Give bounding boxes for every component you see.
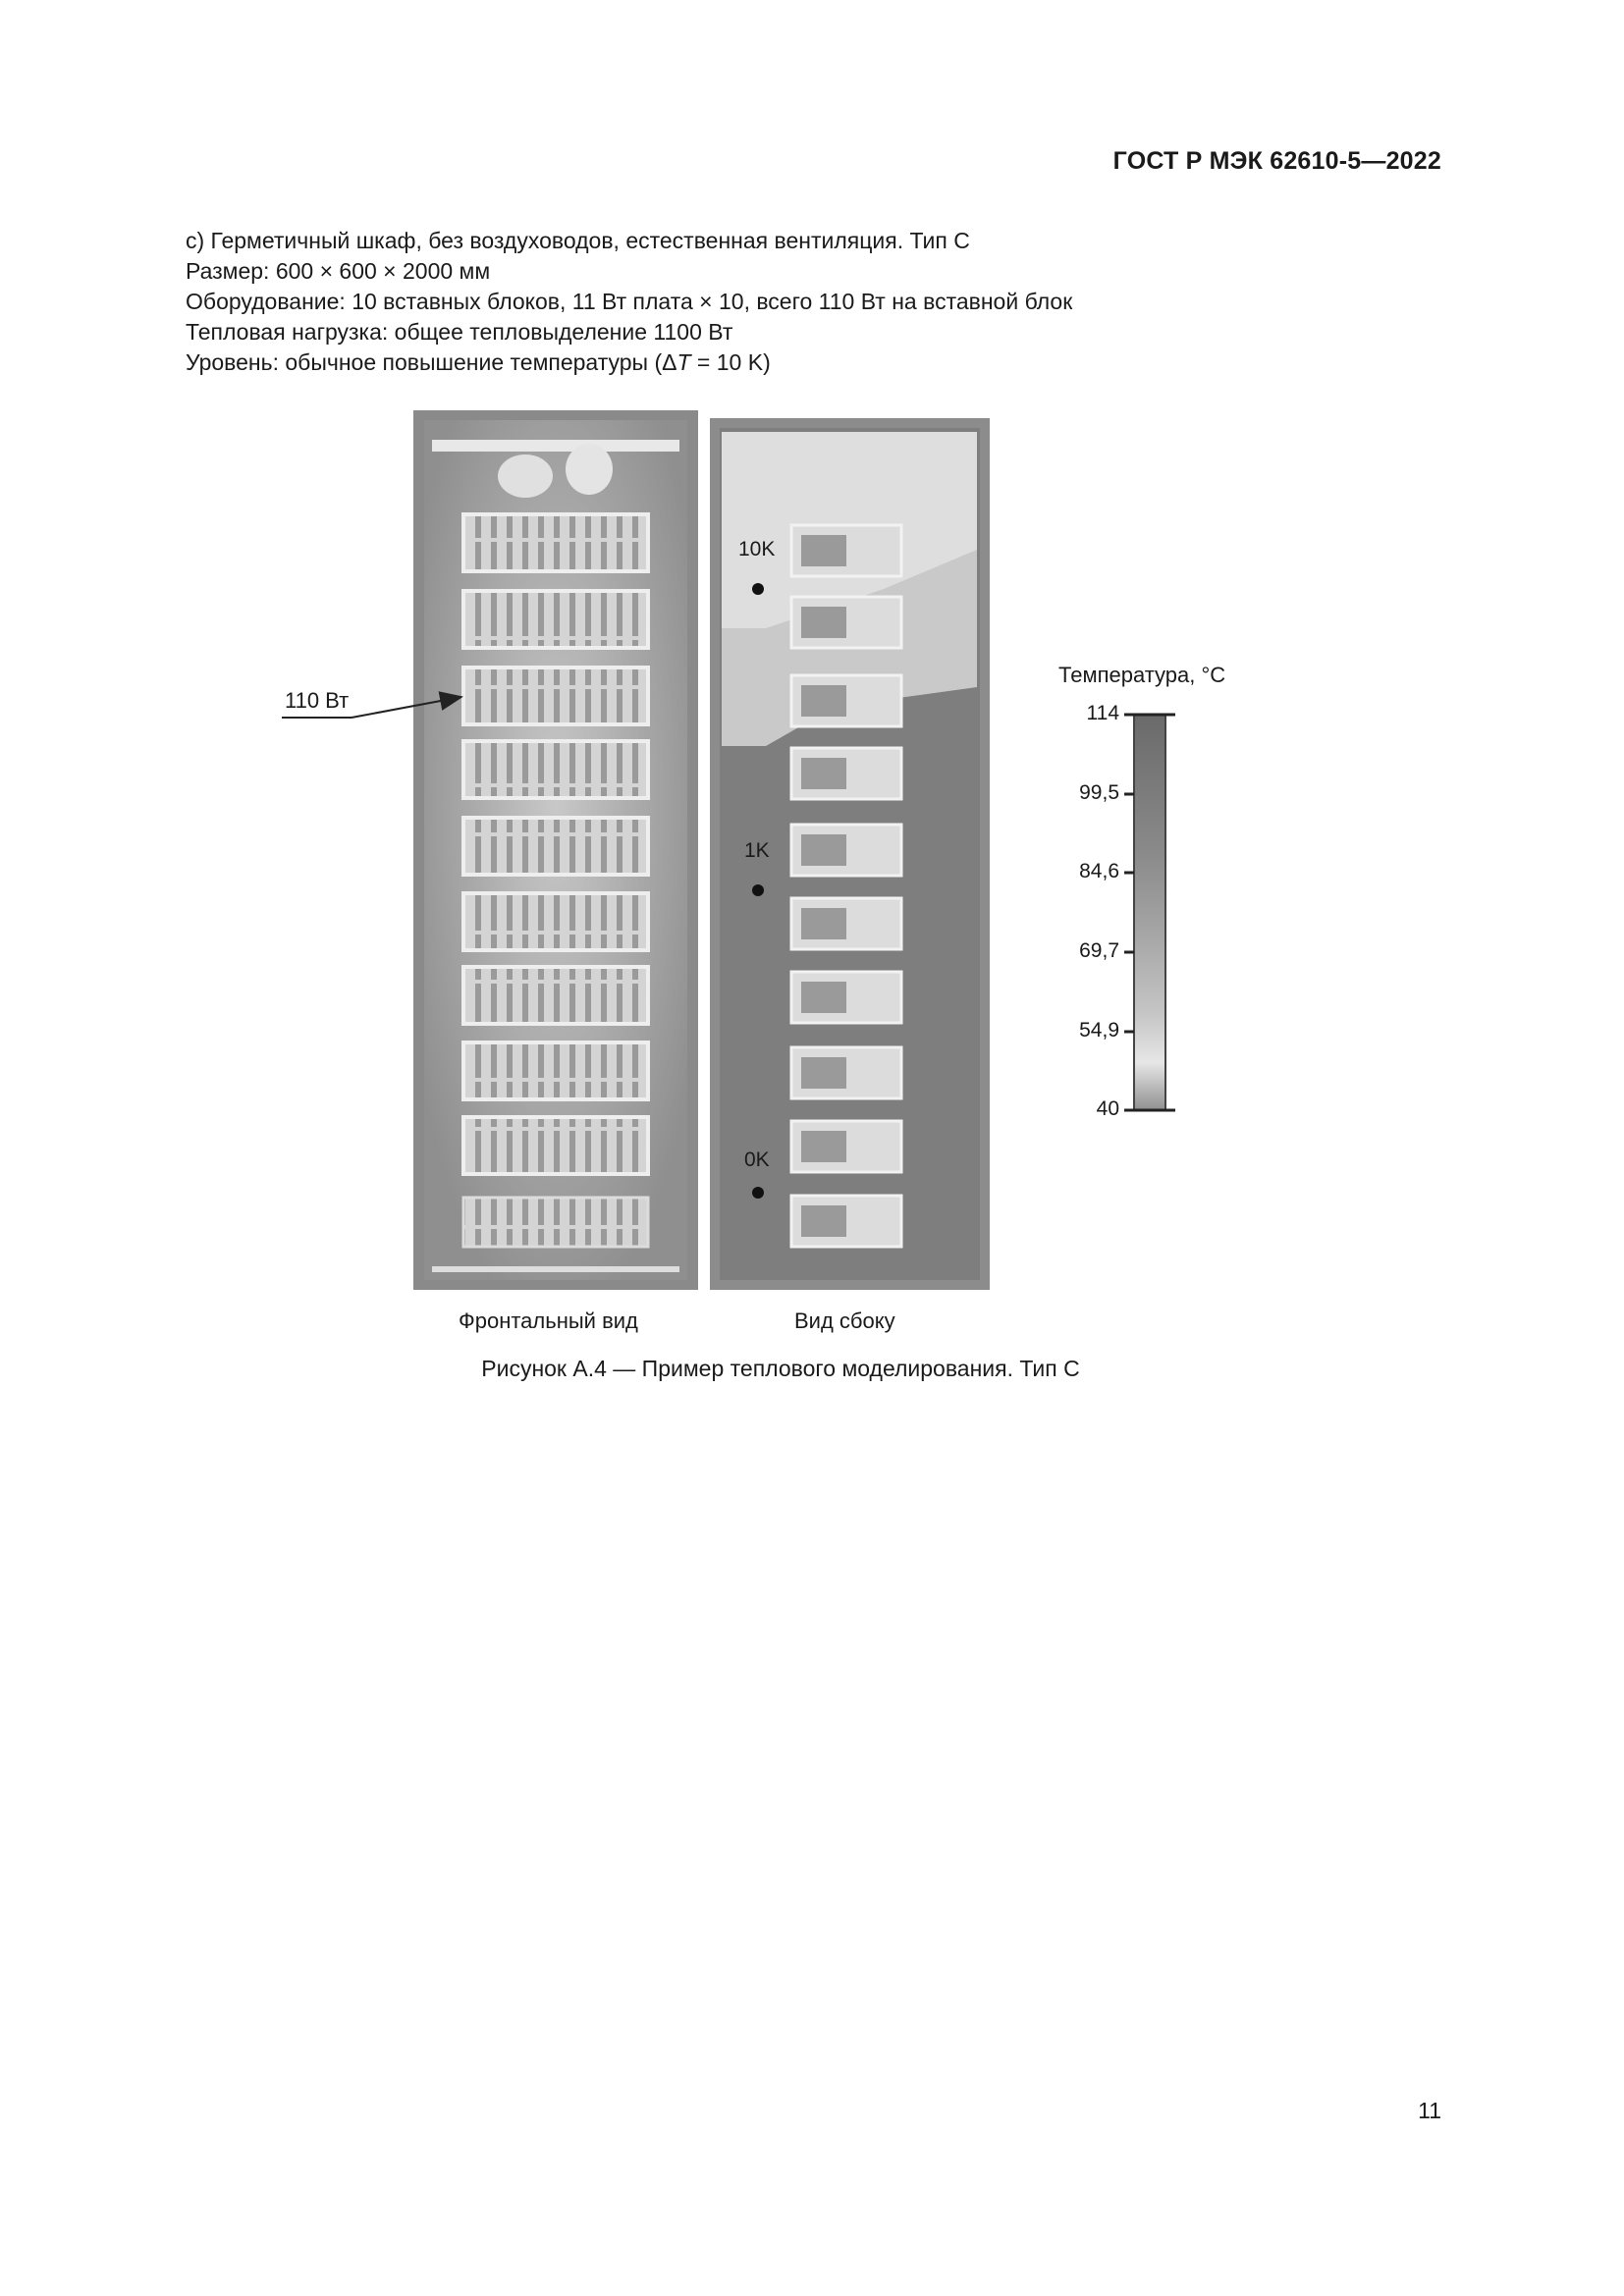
- legend-tick-label: 54,9: [1079, 1019, 1119, 1041]
- front-view-caption: Фронтальный вид: [459, 1308, 638, 1333]
- side-view-caption: Вид сбоку: [794, 1308, 895, 1333]
- description-line: Размер: 600 × 600 × 2000 мм: [186, 258, 491, 284]
- description-line-level: Уровень: обычное повышение температуры (ΔT = 10 K): [186, 349, 771, 375]
- point-label-1k: 1K: [744, 839, 770, 862]
- description-line: c) Герметичный шкаф, без воздуховодов, естественная вентиляция. Тип С: [186, 228, 970, 253]
- measurement-point: [752, 884, 764, 896]
- legend-tick-label: 114: [1086, 702, 1119, 724]
- measurement-point: [752, 583, 764, 595]
- point-label-0k: 0K: [744, 1148, 770, 1171]
- front-view-image: [413, 410, 698, 1290]
- document-header: ГОСТ Р МЭК 62610-5—2022: [1112, 147, 1441, 175]
- legend-tick-label: 99,5: [1079, 781, 1119, 804]
- legend-tick-label: 40: [1096, 1097, 1119, 1120]
- legend-tick-label: 84,6: [1079, 860, 1119, 882]
- power-callout-label: 110 Вт: [285, 688, 350, 713]
- figure-caption: Рисунок А.4 — Пример теплового моделирования. Тип С: [481, 1356, 1080, 1381]
- description-line: Оборудование: 10 вставных блоков, 11 Вт плата × 10, всего 110 Вт на вставной блок: [186, 289, 1073, 314]
- measurement-point: [752, 1187, 764, 1199]
- legend-tick-label: 69,7: [1079, 939, 1119, 962]
- description-line: Тепловая нагрузка: общее тепловыделение 1100 Вт: [186, 319, 733, 345]
- temperature-legend-bar: [1124, 715, 1175, 1110]
- point-label-10k: 10K: [738, 538, 776, 561]
- legend-title: Температура, °C: [1058, 663, 1226, 687]
- page-number: 11: [1418, 2098, 1441, 2123]
